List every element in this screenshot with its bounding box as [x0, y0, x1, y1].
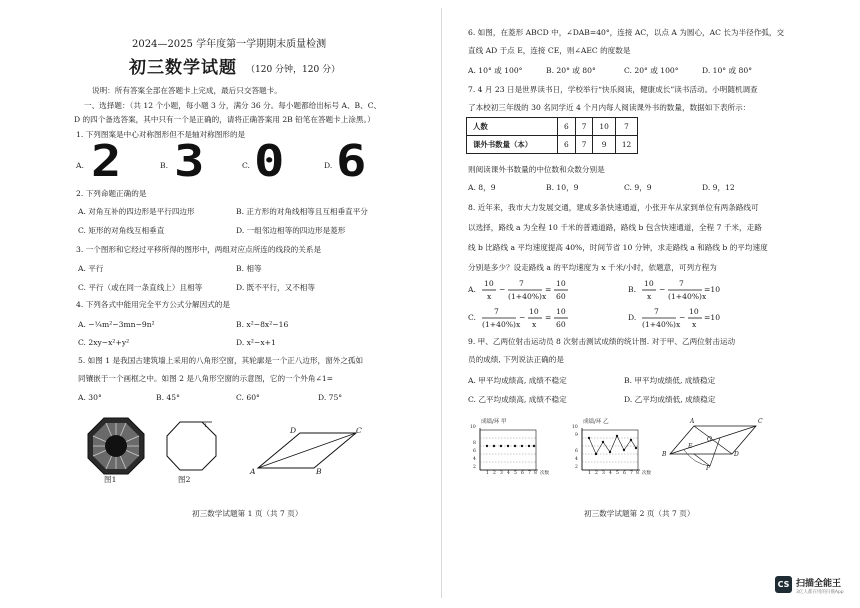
parallelogram-diagram: [250, 430, 362, 472]
q2-option-a: A. 对角互补的四边形是平行四边形: [78, 207, 195, 216]
q7-question: 则阅读课外书数量的中位数和众数分别是: [468, 165, 605, 174]
q7-option-a: A. 8，9: [468, 183, 496, 192]
q1-stem: 1. 下列图案是中心对称图形但不是轴对称图形的是: [76, 130, 246, 139]
page-divider: [441, 8, 442, 598]
q8-d-numerator-1: 7: [654, 307, 659, 316]
q1-option-a-label: A.: [76, 161, 84, 170]
q1-option-d-label: D.: [324, 161, 333, 170]
chart-jia-ytick: 10: [470, 425, 476, 430]
q9-stem-line-2: 员的成绩, 下列说法正确的是: [468, 355, 564, 364]
q2-option-d: D. 一组邻边相等的四边形是菱形: [236, 226, 346, 235]
q9-option-c: C. 乙平均成绩高, 成绩不稳定: [468, 395, 567, 404]
q8-a-denominator-1: x: [487, 292, 492, 301]
q8-c-numerator-3: 10: [556, 307, 566, 316]
q5-stem-line-1: 5. 如图 1 是我国古建筑墙上采用的八角形空窗，其轮廓是一个正八边形，窗外之孤如: [78, 356, 364, 365]
exam-title: 初三数学试题: [129, 58, 237, 78]
q5-option-c: C. 60°: [236, 393, 260, 402]
chart-yi-xtick: 4: [609, 471, 612, 476]
table-cell: 7: [575, 136, 593, 154]
q8-line-1: 8. 近年来，我市大力发展交通，建成多条快速通道，小张开车从家到单位有两条路线可: [468, 203, 759, 212]
chart-yi-xtick: 5: [616, 471, 619, 476]
q8-b-numerator-2: 7: [679, 279, 684, 288]
chart-yi-xtick: 3: [602, 471, 605, 476]
q2-option-c: C. 矩形的对角线互相垂直: [78, 226, 165, 235]
camscanner-tagline: 3亿人都在用的扫描App: [796, 590, 844, 595]
rhombus-label-a: A: [690, 418, 695, 425]
q6-option-c: C. 20° 或 100°: [624, 66, 679, 75]
q8-option-b-label: B.: [628, 285, 636, 294]
chart-jia-ytick: 6: [473, 449, 476, 454]
chart-jia-title: 成绩/环 甲: [481, 419, 507, 425]
chart-yi-title: 成绩/环 乙: [583, 419, 609, 425]
q9-option-b: B. 甲平均成绩低, 成绩稳定: [624, 376, 716, 385]
q4-option-c: C. 2xy−x²+y²: [78, 338, 130, 347]
chart-yi-xtick: 6: [623, 471, 626, 476]
rhombus-label-e: E: [688, 443, 693, 450]
q5-figure-1-caption: 图1: [104, 475, 117, 484]
q7-option-d: D. 9，12: [702, 183, 735, 192]
rhombus-label-c: C: [758, 418, 763, 425]
q8-b-denominator-1: x: [647, 292, 652, 301]
q7-stem-line-2: 了本校初三年级的 30 名同学近 4 个月内每人阅读课外书的数量，数据如下表所示：: [468, 103, 751, 112]
exam-header: 2024—2025 学年度第一学期期末质量检测: [132, 39, 327, 50]
q8-b-operator: −: [659, 285, 666, 294]
q3-stem: 3. 一个图形和它经过平移所得的图形中，两组对应点所连的线段的关系是: [76, 245, 322, 254]
q8-option-c-label: C.: [468, 313, 476, 322]
chart-jia-xtick: 7: [528, 471, 531, 476]
q2-stem: 2. 下列命题正确的是: [76, 189, 147, 198]
q8-a-numerator-3: 10: [556, 279, 566, 288]
table-cell: 7: [575, 118, 593, 136]
q8-d-numerator-2: 10: [689, 307, 699, 316]
chart-yi-frame: [572, 424, 654, 474]
q8-c-numerator-2: 10: [529, 307, 539, 316]
rhombus-diagram: [664, 420, 764, 476]
q8-a-equals: =: [545, 285, 552, 294]
q8-d-denominator-1: (1+40%)x: [642, 320, 681, 329]
q3-option-c: C. 平行（或在同一条直线上）且相等: [78, 283, 203, 292]
q6-option-b: B. 20° 或 80°: [546, 66, 596, 75]
exam-note: 说明：所有答案全部在答题卡上完成，最后只交答题卡。: [92, 86, 282, 95]
q3-option-b: B. 相等: [236, 264, 262, 273]
page-2-footer: 初三数学试题第 2 页（共 7 页）: [584, 509, 695, 518]
chart-jia-xtick: 4: [507, 471, 510, 476]
table-row: [467, 118, 638, 136]
q3-option-d: D. 既不平行，又不相等: [236, 283, 315, 292]
octagon-diagram: [164, 418, 220, 474]
q8-line-4: 分别是多少？设走路线 a 的平均速度为 x 千米/小时，依题意，可列方程为: [468, 263, 717, 272]
q7-option-c: C. 9，9: [624, 183, 652, 192]
table-cell: 10: [593, 118, 615, 136]
q8-line-2: 以选择，路线 a 为全程 10 千米的普通道路，路线 b 包含快速通道，全程 7 千米，走路: [468, 223, 762, 232]
q5-stem-line-2: 同镶嵌于一个画框之中。如图 2 是八角形空窗的示意图，它的一个外角∠1=: [78, 374, 334, 383]
chart-jia-xtick: 1: [486, 471, 489, 476]
q8-b-numerator-1: 10: [644, 279, 654, 288]
camscanner-logo: CS: [775, 576, 792, 593]
table-cell: 12: [615, 136, 637, 154]
q1-option-b-label: B.: [160, 161, 168, 170]
q8-option-d-label: D.: [628, 313, 637, 322]
table-row: [467, 136, 638, 154]
chart-yi-xtick: 8: [636, 471, 639, 476]
table-cell: 6: [558, 136, 576, 154]
chart-jia-xtick: 3: [500, 471, 503, 476]
parallelogram-label-c: C: [356, 426, 362, 435]
table-cell: 7: [615, 118, 637, 136]
rhombus-label-b: B: [662, 451, 667, 458]
chart-jia-xlabel: 次数: [540, 471, 549, 476]
table-header-count: 人数: [467, 118, 558, 136]
chart-yi-xtick: 1: [588, 471, 591, 476]
rhombus-label-o: O: [707, 436, 712, 443]
q8-d-equals: =10: [704, 313, 721, 322]
q6-stem-line-1: 6. 如图，在菱形 ABCD 中，∠DAB=40°，连接 AC，以点 A 为圆心，AC 长为半径作弧，交: [468, 28, 785, 37]
exam-title-meta: （120 分钟，120 分）: [246, 65, 341, 75]
chart-jia-frame: [470, 424, 552, 474]
q8-c-operator: −: [519, 313, 526, 322]
chart-jia-xtick: 8: [534, 471, 537, 476]
section-one-line-1: 一、选择题：（共 12 个小题，每小题 3 分，满分 36 分。每小题都给出标号 A、B、C、: [84, 101, 382, 110]
q8-c-denominator-1: (1+40%)x: [482, 320, 521, 329]
q1-option-c-label: C.: [242, 161, 250, 170]
chart-yi-xtick: 7: [630, 471, 633, 476]
chart-jia-xtick: 5: [514, 471, 517, 476]
chart-jia-xtick: 6: [521, 471, 524, 476]
q4-option-d: D. x²−x+1: [236, 338, 276, 347]
q1-option-b-glyph: 3: [174, 136, 205, 187]
section-one-line-2: D 的四个备选答案，其中只有一个是正确的，请将正确答案用 2B 铅笔在答题卡上涂黑。）: [74, 115, 375, 124]
q8-a-operator: −: [499, 285, 506, 294]
q8-a-denominator-2: (1+40%)x: [508, 292, 547, 301]
camscanner-app-name: 扫描全能王: [796, 579, 842, 589]
rhombus-label-p: P: [706, 465, 711, 472]
table-cell: 9: [593, 136, 615, 154]
chart-jia-xtick: 2: [493, 471, 496, 476]
chart-yi-xtick: 2: [595, 471, 598, 476]
q5-option-b: B. 45°: [156, 393, 180, 402]
q8-a-numerator-1: 10: [484, 279, 494, 288]
parallelogram-label-d: D: [290, 426, 297, 435]
q4-option-a: A. −¼m²−3mn−9n²: [78, 320, 155, 329]
q9-option-d: D. 乙平均成绩低, 成绩稳定: [624, 395, 716, 404]
chart-jia-ytick: 4: [473, 457, 476, 462]
reading-survey-table: [466, 117, 638, 154]
q3-option-a: A. 平行: [78, 264, 104, 273]
q8-c-denominator-2: x: [532, 320, 537, 329]
chart-yi-ytick: 9: [575, 433, 578, 438]
octagon-window-figure: [86, 416, 146, 476]
q5-option-a: A. 30°: [78, 393, 102, 402]
page-1-footer: 初三数学试题第 1 页（共 7 页）: [192, 509, 303, 518]
q5-figure-2-caption: 图2: [178, 475, 191, 484]
chart-jia-ytick: 8: [473, 441, 476, 446]
rhombus-label-d: D: [734, 451, 739, 458]
chart-jia-ytick: 2: [473, 465, 476, 470]
chart-yi-ytick: 2: [575, 465, 578, 470]
q7-stem-line-1: 7. 4 月 23 日是世界读书日，学校举行“快乐阅读，健康成长”读书活动。小明随机调查: [468, 85, 758, 94]
q6-option-a: A. 10° 或 100°: [468, 66, 523, 75]
q1-option-a-glyph: 2: [91, 136, 122, 187]
chart-yi-ytick: 6: [575, 449, 578, 454]
q8-option-a-label: A.: [468, 285, 476, 294]
parallelogram-label-b: B: [316, 467, 322, 476]
q9-stem-line-1: 9. 甲、乙两位射击运动员 8 次射击测试成绩的统计图. 对于甲、乙两位射击运动: [468, 337, 736, 346]
q4-option-b: B. x²−8x²−16: [236, 320, 289, 329]
q1-option-d-glyph: 6: [336, 136, 367, 187]
q8-b-equals: =10: [704, 285, 721, 294]
q6-option-d: D. 10° 或 80°: [702, 66, 752, 75]
q8-b-denominator-2: (1+40%)x: [668, 292, 707, 301]
table-cell: 6: [558, 118, 576, 136]
q4-stem: 4. 下列各式中能用完全平方公式分解因式的是: [76, 300, 230, 309]
q6-stem-line-2: 直线 AD 于点 E，连接 CE，则∠AEC 的度数是: [468, 46, 631, 55]
q5-angle-label: 1: [204, 423, 208, 429]
q8-c-equals: =: [545, 313, 552, 322]
q8-d-denominator-2: x: [692, 320, 697, 329]
q2-option-b: B. 正方形的对角线相等且互相垂直平分: [236, 207, 368, 216]
q8-c-denominator-3: 60: [556, 320, 566, 329]
q8-a-denominator-3: 60: [556, 292, 566, 301]
q8-c-numerator-1: 7: [494, 307, 499, 316]
q9-option-a: A. 甲平均成绩高, 成绩不稳定: [468, 376, 567, 385]
q8-a-numerator-2: 7: [519, 279, 524, 288]
parallelogram-label-a: A: [250, 467, 256, 476]
q7-option-b: B. 10，9: [546, 183, 579, 192]
chart-yi-xlabel: 次数: [642, 471, 651, 476]
q1-option-c-glyph: 0: [254, 136, 285, 187]
chart-yi-ytick: 4: [575, 457, 578, 462]
chart-yi-ytick: 10: [572, 425, 578, 430]
q8-line-3: 线 b 比路线 a 平均速度提高 40%，时间节省 10 分钟，求走路线 a 和路线 b 的平均速度: [468, 243, 768, 252]
q5-option-d: D. 75°: [318, 393, 343, 402]
q8-d-operator: −: [679, 313, 686, 322]
table-header-books: 课外书数量（本）: [467, 136, 558, 154]
